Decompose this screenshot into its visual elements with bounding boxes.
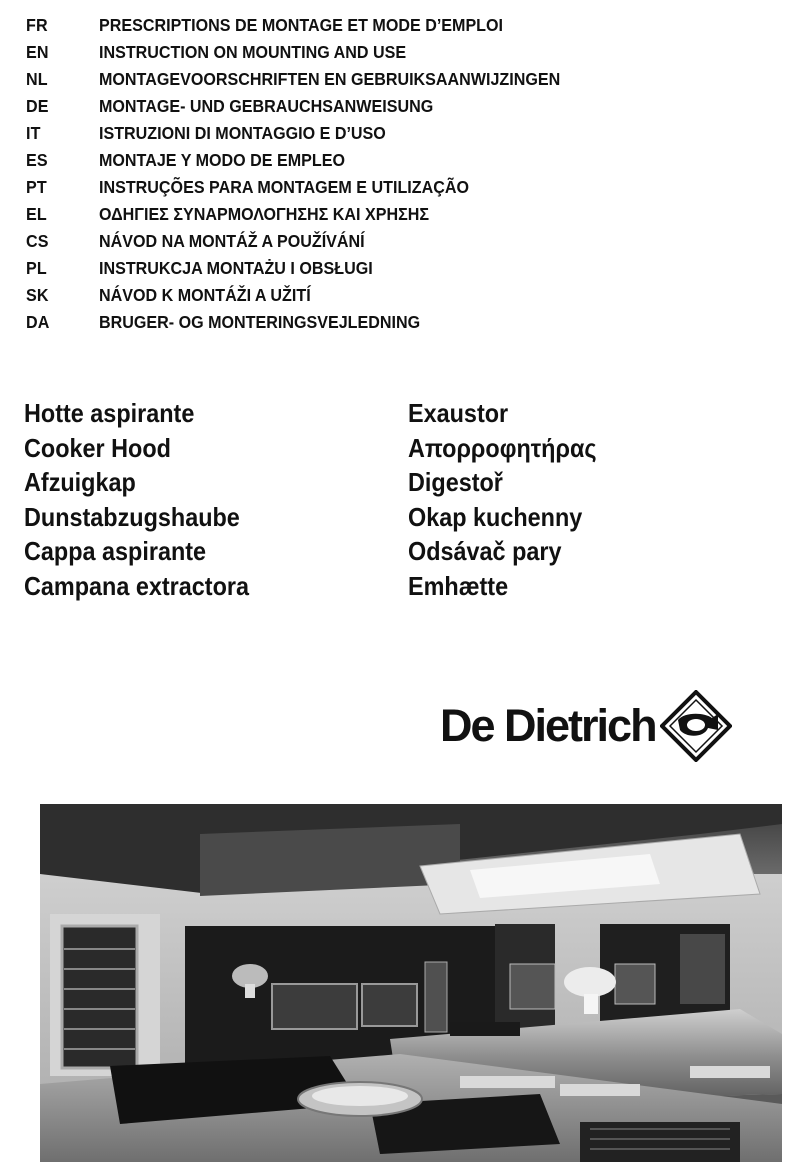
product-name: Hotte aspirante	[24, 398, 195, 428]
product-name: Digestoř	[408, 467, 503, 497]
product-name: Okap kuchenny	[408, 501, 583, 532]
language-row	[26, 93, 786, 120]
brand-logo	[440, 688, 790, 764]
kitchen-photo	[40, 804, 782, 1162]
language-code: FR	[26, 15, 48, 35]
language-row	[26, 282, 786, 309]
language-row	[26, 12, 786, 39]
language-list	[26, 12, 786, 336]
language-title: ΟΔΗΓΙΕΣ ΣΥΝΑΡΜΟΛΟΓΗΣΗΣ ΚΑΙ ΧΡΗΣΗΣ	[99, 204, 430, 224]
product-name: Odsávač pary	[408, 536, 562, 566]
language-title: BRUGER- OG MONTERINGSVEJLEDNING	[99, 312, 421, 332]
language-title: NÁVOD NA MONTÁŽ A POUŽÍVÁNÍ	[99, 231, 365, 251]
language-code: EL	[26, 204, 47, 224]
product-names-left	[24, 396, 274, 603]
language-title: NÁVOD K MONTÁŽI A UŽITÍ	[99, 285, 311, 305]
product-name: Emhætte	[408, 570, 509, 601]
language-code: NL	[26, 69, 48, 89]
language-title: MONTAGEVOORSCHRIFTEN EN GEBRUIKSAANWIJZINGEN	[99, 69, 561, 89]
product-name: Cappa aspirante	[24, 536, 207, 566]
language-row	[26, 147, 786, 174]
language-title: PRESCRIPTIONS DE MONTAGE ET MODE D’EMPLOI	[99, 15, 504, 35]
language-code: CS	[26, 231, 49, 251]
product-name: Campana extractora	[24, 570, 249, 601]
language-title: ISTRUZIONI DI MONTAGGIO E D’USO	[99, 123, 386, 143]
product-name: Cooker Hood	[24, 432, 171, 463]
language-row	[26, 120, 786, 147]
product-name: Exaustor	[408, 398, 509, 428]
language-row	[26, 174, 786, 201]
language-title: MONTAJE Y MODO DE EMPLEO	[99, 150, 346, 170]
language-code: SK	[26, 285, 49, 305]
language-code: IT	[26, 123, 41, 143]
language-code: PT	[26, 177, 47, 197]
language-code: PL	[26, 258, 47, 278]
language-title: INSTRUCTION ON MOUNTING AND USE	[99, 42, 407, 62]
language-row	[26, 255, 786, 282]
language-title: INSTRUÇÕES PARA MONTAGEM E UTILIZAÇÃO	[99, 177, 469, 197]
language-code: DA	[26, 312, 50, 332]
product-name: Dunstabzugshaube	[24, 501, 240, 532]
language-row	[26, 201, 786, 228]
language-code: DE	[26, 96, 49, 116]
product-name: Απορροφητήρας	[408, 432, 597, 463]
language-row	[26, 228, 786, 255]
language-title: MONTAGE- UND GEBRAUCHSANWEISUNG	[99, 96, 434, 116]
language-code: ES	[26, 150, 48, 170]
language-title: INSTRUKCJA MONTAŻU I OBSŁUGI	[99, 258, 373, 278]
language-row	[26, 66, 786, 93]
language-row	[26, 309, 786, 336]
language-code: EN	[26, 42, 49, 62]
brand-emblem-icon	[660, 690, 732, 762]
product-names-right	[408, 396, 617, 603]
language-row	[26, 39, 786, 66]
product-name: Afzuigkap	[24, 467, 136, 497]
brand-name: De Dietrich	[440, 700, 656, 751]
